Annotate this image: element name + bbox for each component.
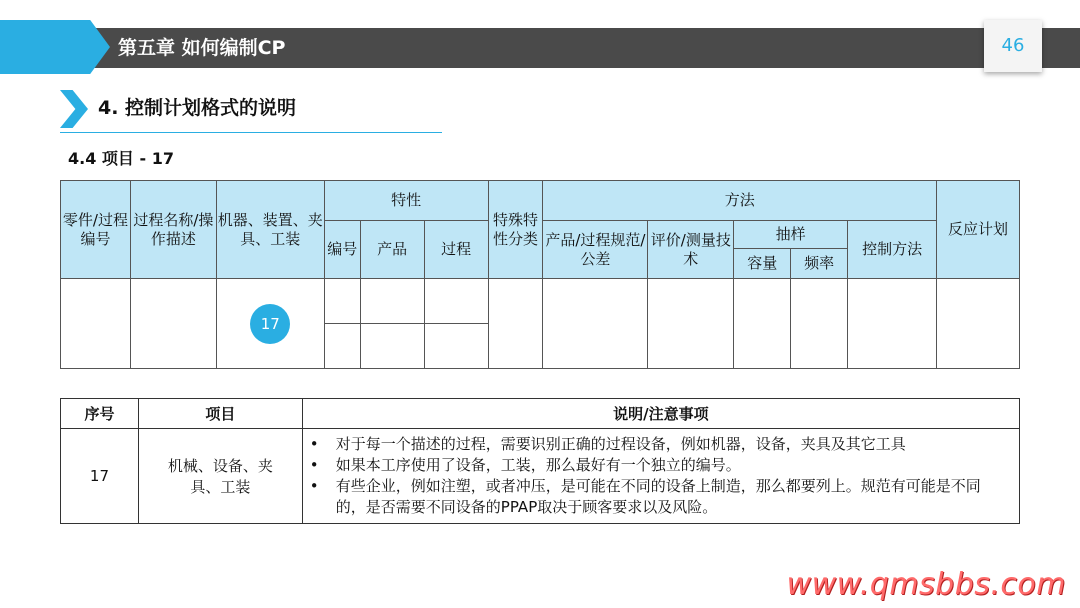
chevron-right-icon xyxy=(60,90,88,128)
cell-empty xyxy=(848,279,937,369)
control-plan-table xyxy=(60,180,1020,369)
cell-empty xyxy=(360,279,424,324)
col-process: 过程 xyxy=(424,221,488,279)
list-item: • 对于每一个描述的过程，需要识别正确的过程设备，例如机器，设备，夹具及其它工具 xyxy=(336,434,1010,455)
col-evaluation: 评价/测量技术 xyxy=(648,221,734,279)
cell-empty xyxy=(543,279,648,369)
col-special-char: 特殊特性分类 xyxy=(488,181,543,279)
cell-empty xyxy=(424,324,488,369)
notes-table xyxy=(60,398,1020,524)
notes-row-no: 17 xyxy=(61,429,139,524)
col-sample-freq: 频率 xyxy=(791,249,848,279)
chapter-title: 第五章 如何编制CP xyxy=(118,37,286,59)
col-reaction-plan: 反应计划 xyxy=(937,181,1020,279)
header-accent xyxy=(0,20,110,74)
page-number: 46 xyxy=(984,20,1042,72)
notes-header-desc: 说明/注意事项 xyxy=(302,399,1019,429)
col-process-name: 过程名称/操作描述 xyxy=(130,181,216,279)
cell-empty xyxy=(734,279,791,369)
list-item: • 如果本工序使用了设备，工装，那么最好有一个独立的编号。 xyxy=(336,455,1010,476)
item-badge: 17 xyxy=(250,304,290,344)
grp-characteristic: 特性 xyxy=(324,181,488,221)
notes-header-no: 序号 xyxy=(61,399,139,429)
col-control-method: 控制方法 xyxy=(848,221,937,279)
cell-empty xyxy=(324,324,360,369)
list-item: • 有些企业，例如注塑，或者冲压，是可能在不同的设备上制造，那么都要列上。规范有可能是不同的，是否需要不同设备的PPAP取决于顾客要求以及风险。 xyxy=(336,476,1010,518)
col-sample-size: 容量 xyxy=(734,249,791,279)
sub-title: 4.4 项目 - 17 xyxy=(68,149,174,168)
notes-header-item: 项目 xyxy=(138,399,302,429)
grp-sampling: 抽样 xyxy=(734,221,848,249)
notes-bullet-list xyxy=(304,434,1010,518)
cell-empty xyxy=(937,279,1020,369)
col-spec: 产品/过程规范/公差 xyxy=(543,221,648,279)
cell-machine xyxy=(216,279,324,369)
cell-empty xyxy=(424,279,488,324)
cell-empty xyxy=(648,279,734,369)
grp-method: 方法 xyxy=(543,181,937,221)
cell-empty xyxy=(791,279,848,369)
col-product: 产品 xyxy=(360,221,424,279)
cell-empty xyxy=(360,324,424,369)
section-title: 4. 控制计划格式的说明 xyxy=(98,97,297,119)
col-number: 编号 xyxy=(324,221,360,279)
section-divider xyxy=(60,132,442,133)
col-part-number: 零件/过程编号 xyxy=(61,181,131,279)
watermark: www.qmsbbs.com xyxy=(786,567,1066,602)
col-machine: 机器、装置、夹具、工装 xyxy=(216,181,324,279)
notes-row-item: 机械、设备、夹具、工装 xyxy=(138,429,302,524)
cell-empty xyxy=(61,279,131,369)
cell-empty xyxy=(130,279,216,369)
cell-empty xyxy=(488,279,543,369)
notes-row-desc xyxy=(302,429,1019,524)
cell-empty xyxy=(324,279,360,324)
